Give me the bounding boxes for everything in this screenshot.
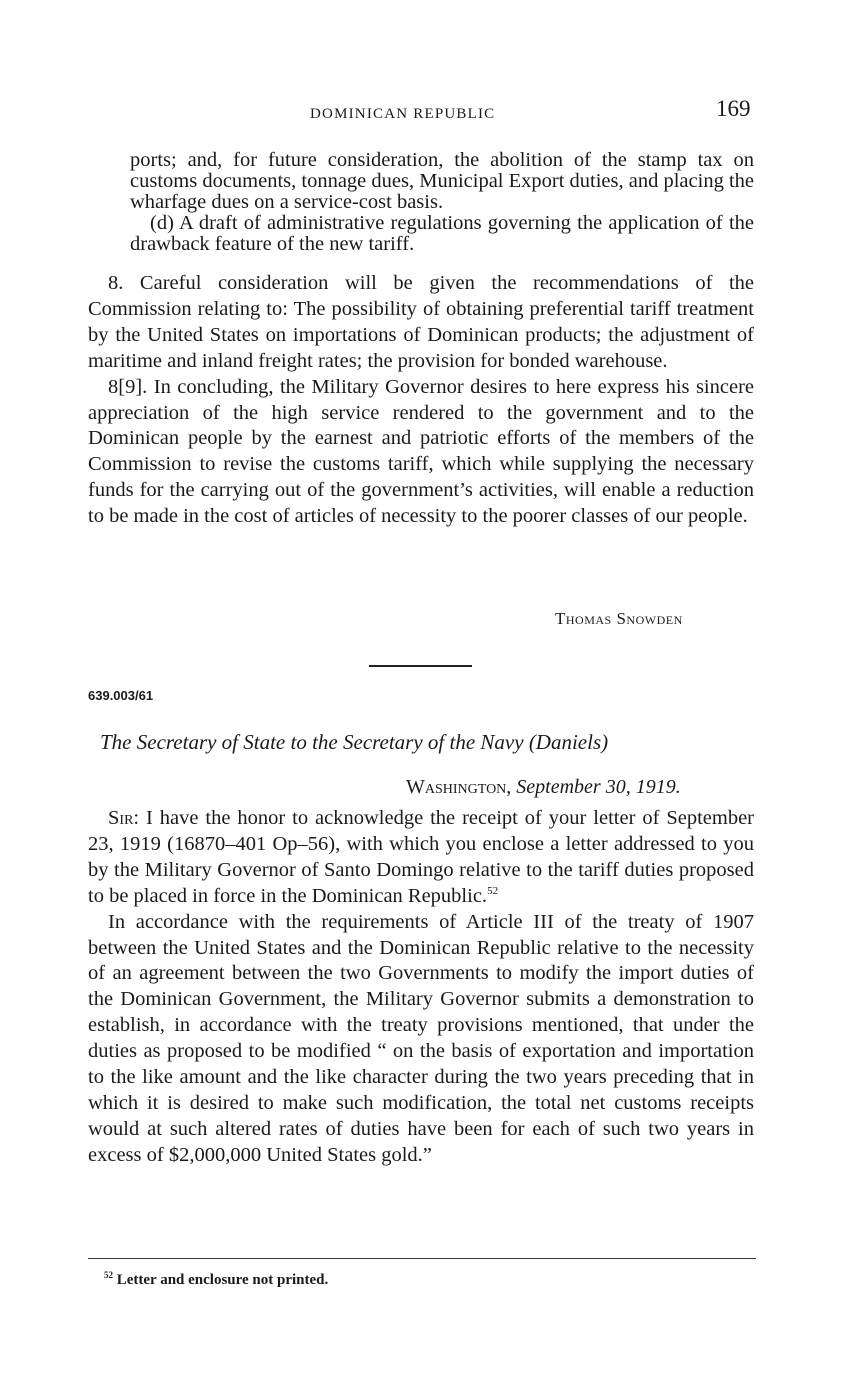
letter-paragraph-2: In accordance with the requirements of Article III of the treaty of 1907 between the United States and the Dominican Republic relative to the necessity of an agreement between the two Governments to modify the import duties of the Dominican Government, the Military Governor submits a demonstration to establish, in accordance with the treaty provisions mentioned, that under the duties as proposed to be modified “ on the basis of exportation and importation to the like amount and the like character during the two years preceding that in which it is desired to make such modification, the total net customs receipts would at such altered rates of duties have been for each of such two years in excess of $2,000,000 United States gold.” (88, 910, 754, 1166)
salutation: Sir: (108, 807, 140, 829)
footnote-text: Letter and enclosure not printed. (116, 1272, 329, 1288)
file-number: 639.003/61 (88, 688, 154, 703)
footnote-rule (88, 1258, 756, 1259)
dateline (406, 776, 681, 799)
dateline-place: Washington, (406, 776, 512, 798)
continuation-line-1: ports; and, for future consideration, the abolition of the stamp tax on customs documents, tonnage dues, Municipal Export duties, and placing the wharfage dues on a service-cost basis. (130, 149, 754, 213)
paragraph-9-text: 8[9]. In concluding, the Military Governor desires to here express his sincere appreciation of the high service rendered to the government and to the Dominican people by the earnest and patriotic efforts of the members of the Commission to revise the customs tariff, which while supplying the necessary funds for the carrying out of the government’s activities, will enable a reduction to be made in the cost of articles of necessity to the poorer classes of our people. (88, 375, 754, 528)
continuation-item-d: (d) A draft of administrative regulations governing the application of the drawback feature of the new tariff. (130, 212, 754, 255)
running-header: DOMINICAN REPUBLIC (310, 106, 496, 122)
letter-body (88, 806, 754, 1169)
page-number: 169 (716, 96, 751, 121)
paragraph-8 (88, 271, 754, 530)
signature: Thomas Snowden (555, 609, 683, 628)
footnote-marker: 52 (104, 1270, 113, 1280)
footnote (104, 1270, 328, 1289)
section-divider (369, 665, 472, 667)
document-title: The Secretary of State to the Secretary of the Navy (Daniels) (100, 730, 609, 754)
letter-paragraph-1-text: I have the honor to acknowledge the receipt of your letter of September 23, 1919 (16870–401 Op–56), with which you enclose a letter addressed to you by the Military Governor of Santo Domingo relative to the tariff duties proposed to be placed in force in the Dominican Republic. (88, 807, 754, 907)
footnote-reference: 52 (487, 884, 499, 897)
paragraph-8-text: 8. Careful consideration will be given the recommendations of the Commission relating to: The possibility of obtaining preferential tariff treatment by the United States on importations of Dominican products; the adjustment of maritime and inland freight rates; the provision for bonded warehouse. (88, 272, 754, 372)
continuation-block (130, 150, 754, 255)
letter-paragraph-1 (88, 806, 754, 910)
dateline-date: September 30, 1919. (516, 776, 681, 798)
